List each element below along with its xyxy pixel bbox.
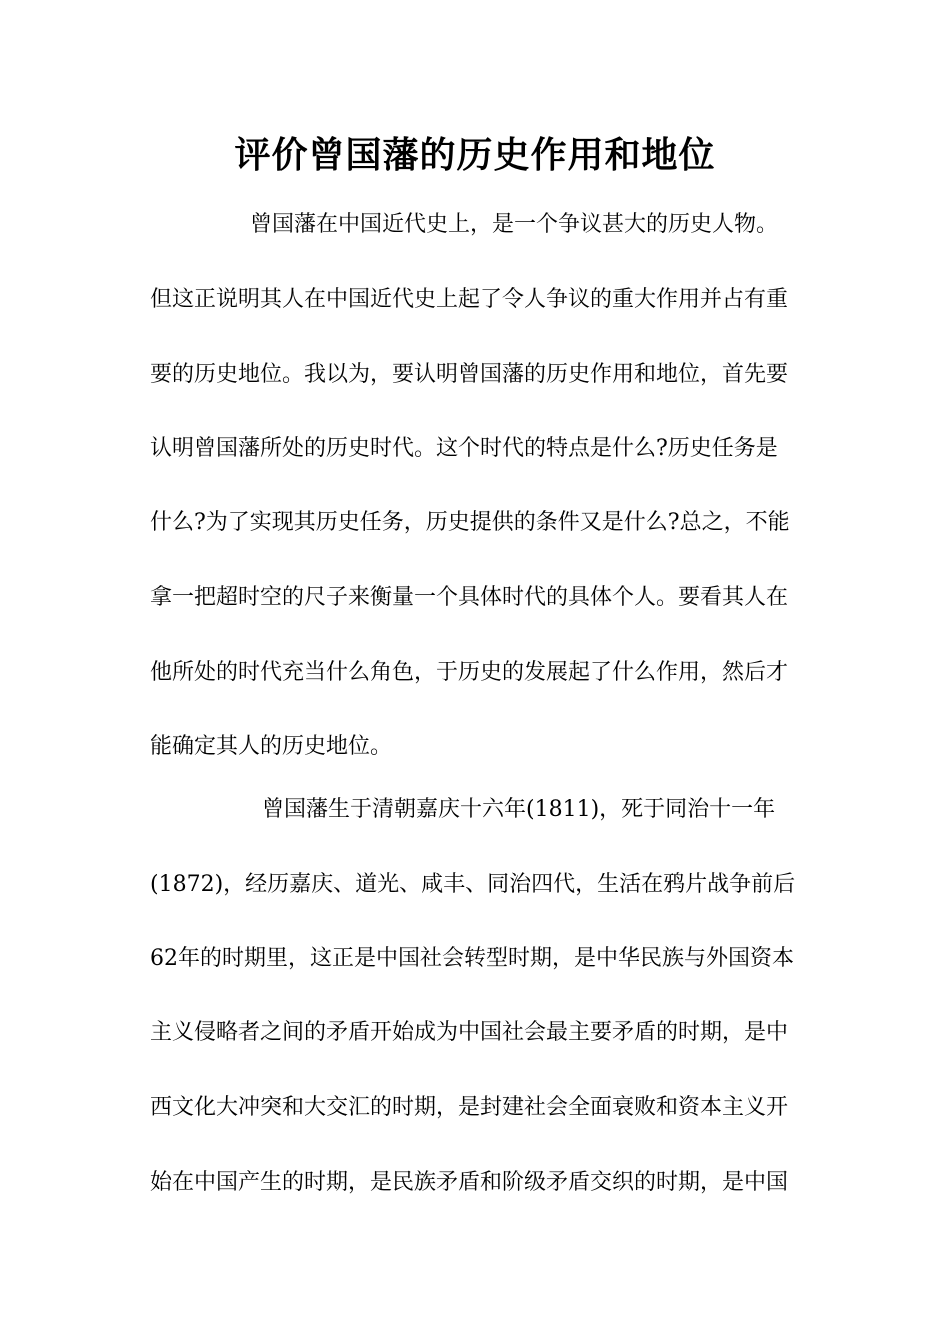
paragraph-line: 能确定其人的历史地位。 xyxy=(150,734,393,759)
paragraph-line: 拿一把超时空的尺子来衡量一个具体时代的具体个人。要看其人在 xyxy=(150,585,789,610)
paragraph-line: 他所处的时代充当什么角色，于历史的发展起了什么作用，然后才 xyxy=(150,660,789,685)
document-title: 评价曾国藩的历史作用和地位 xyxy=(234,135,716,176)
paragraph-line: 西文化大冲突和大交汇的时期，是封建社会全面衰败和资本主义开 xyxy=(150,1095,789,1120)
paragraph-line: 曾国藩在中国近代史上，是一个争议甚大的历史人物。 xyxy=(250,212,779,237)
paragraph-line: 曾国藩生于清朝嘉庆十六年(1811)，死于同治十一年 xyxy=(262,797,776,822)
paragraph-line: 什么?为了实现其历史任务，历史提供的条件又是什么?总之，不能 xyxy=(150,510,790,535)
paragraph-line: (1872)，经历嘉庆、道光、咸丰、同治四代，生活在鸦片战争前后 xyxy=(150,872,796,897)
paragraph-line: 认明曾国藩所处的历史时代。这个时代的特点是什么?历史任务是 xyxy=(150,436,778,461)
paragraph-line: 但这正说明其人在中国近代史上起了令人争议的重大作用并占有重 xyxy=(150,287,789,312)
paragraph-line: 始在中国产生的时期，是民族矛盾和阶级矛盾交织的时期，是中国 xyxy=(150,1170,789,1195)
paragraph-line: 要的历史地位。我以为，要认明曾国藩的历史作用和地位，首先要 xyxy=(150,362,789,387)
paragraph-line: 主义侵略者之间的矛盾开始成为中国社会最主要矛盾的时期，是中 xyxy=(150,1020,789,1045)
paragraph-line: 62年的时期里，这正是中国社会转型时期，是中华民族与外国资本 xyxy=(150,946,794,971)
